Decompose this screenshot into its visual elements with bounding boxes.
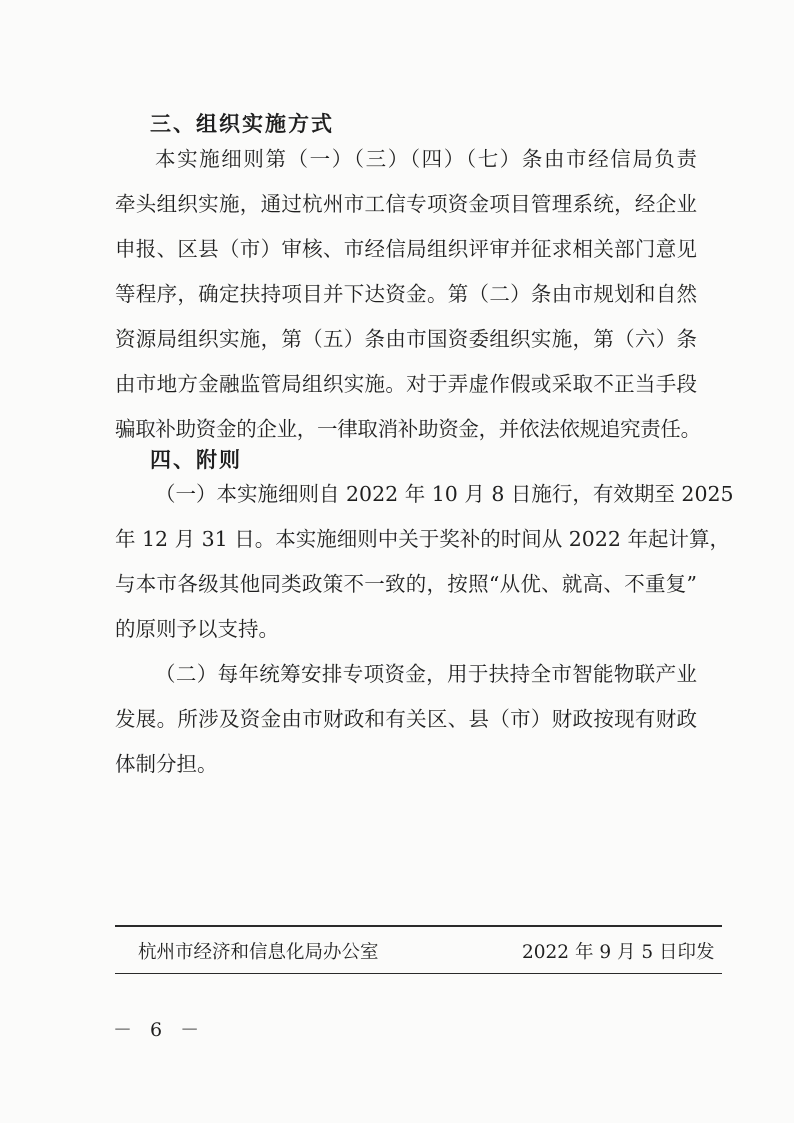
body-line: 资源局组织实施，第（五）条由市国资委组织实施，第（六）条 (115, 327, 697, 351)
body-line: （一）本实施细则自 2022 年 10 月 8 日施行，有效期至 2025 (155, 482, 734, 506)
body-line: 等程序，确定扶持项目并下达资金。第（二）条由市规划和自然 (115, 282, 697, 306)
body-line: 由市地方金融监管局组织实施。对于弄虚作假或采取不正当手段 (115, 372, 697, 396)
body-line: 体制分担。 (115, 752, 218, 776)
section-heading-implementation: 三、组织实施方式 (150, 112, 334, 136)
body-line: 本实施细则第（一）（三）（四）（七）条由市经信局负责 (155, 147, 697, 171)
footer-top-rule (115, 925, 722, 927)
footer-issue-date: 2022 年 9 月 5 日印发 (522, 942, 715, 963)
page-number: － 6 － (113, 1019, 206, 1041)
footer-issuer: 杭州市经济和信息化局办公室 (138, 942, 379, 963)
footer-bottom-rule (115, 973, 722, 974)
section-heading-supplementary: 四、附则 (150, 448, 242, 472)
body-line: （二）每年统筹安排专项资金，用于扶持全市智能物联产业 (155, 662, 697, 686)
body-line: 与本市各级其他同类政策不一致的，按照“从优、就高、不重复” (115, 572, 697, 596)
body-line: 骗取补助资金的企业，一律取消补助资金，并依法依规追究责任。 (115, 417, 701, 441)
body-line: 年 12 月 31 日。本实施细则中关于奖补的时间从 2022 年起计算， (115, 527, 730, 551)
body-line: 申报、区县（市）审核、市经信局组织评审并征求相关部门意见 (115, 237, 697, 261)
body-line: 牵头组织实施，通过杭州市工信专项资金项目管理系统，经企业 (115, 192, 697, 216)
body-line: 发展。所涉及资金由市财政和有关区、县（市）财政按现有财政 (115, 707, 697, 731)
body-line: 的原则予以支持。 (115, 617, 279, 641)
